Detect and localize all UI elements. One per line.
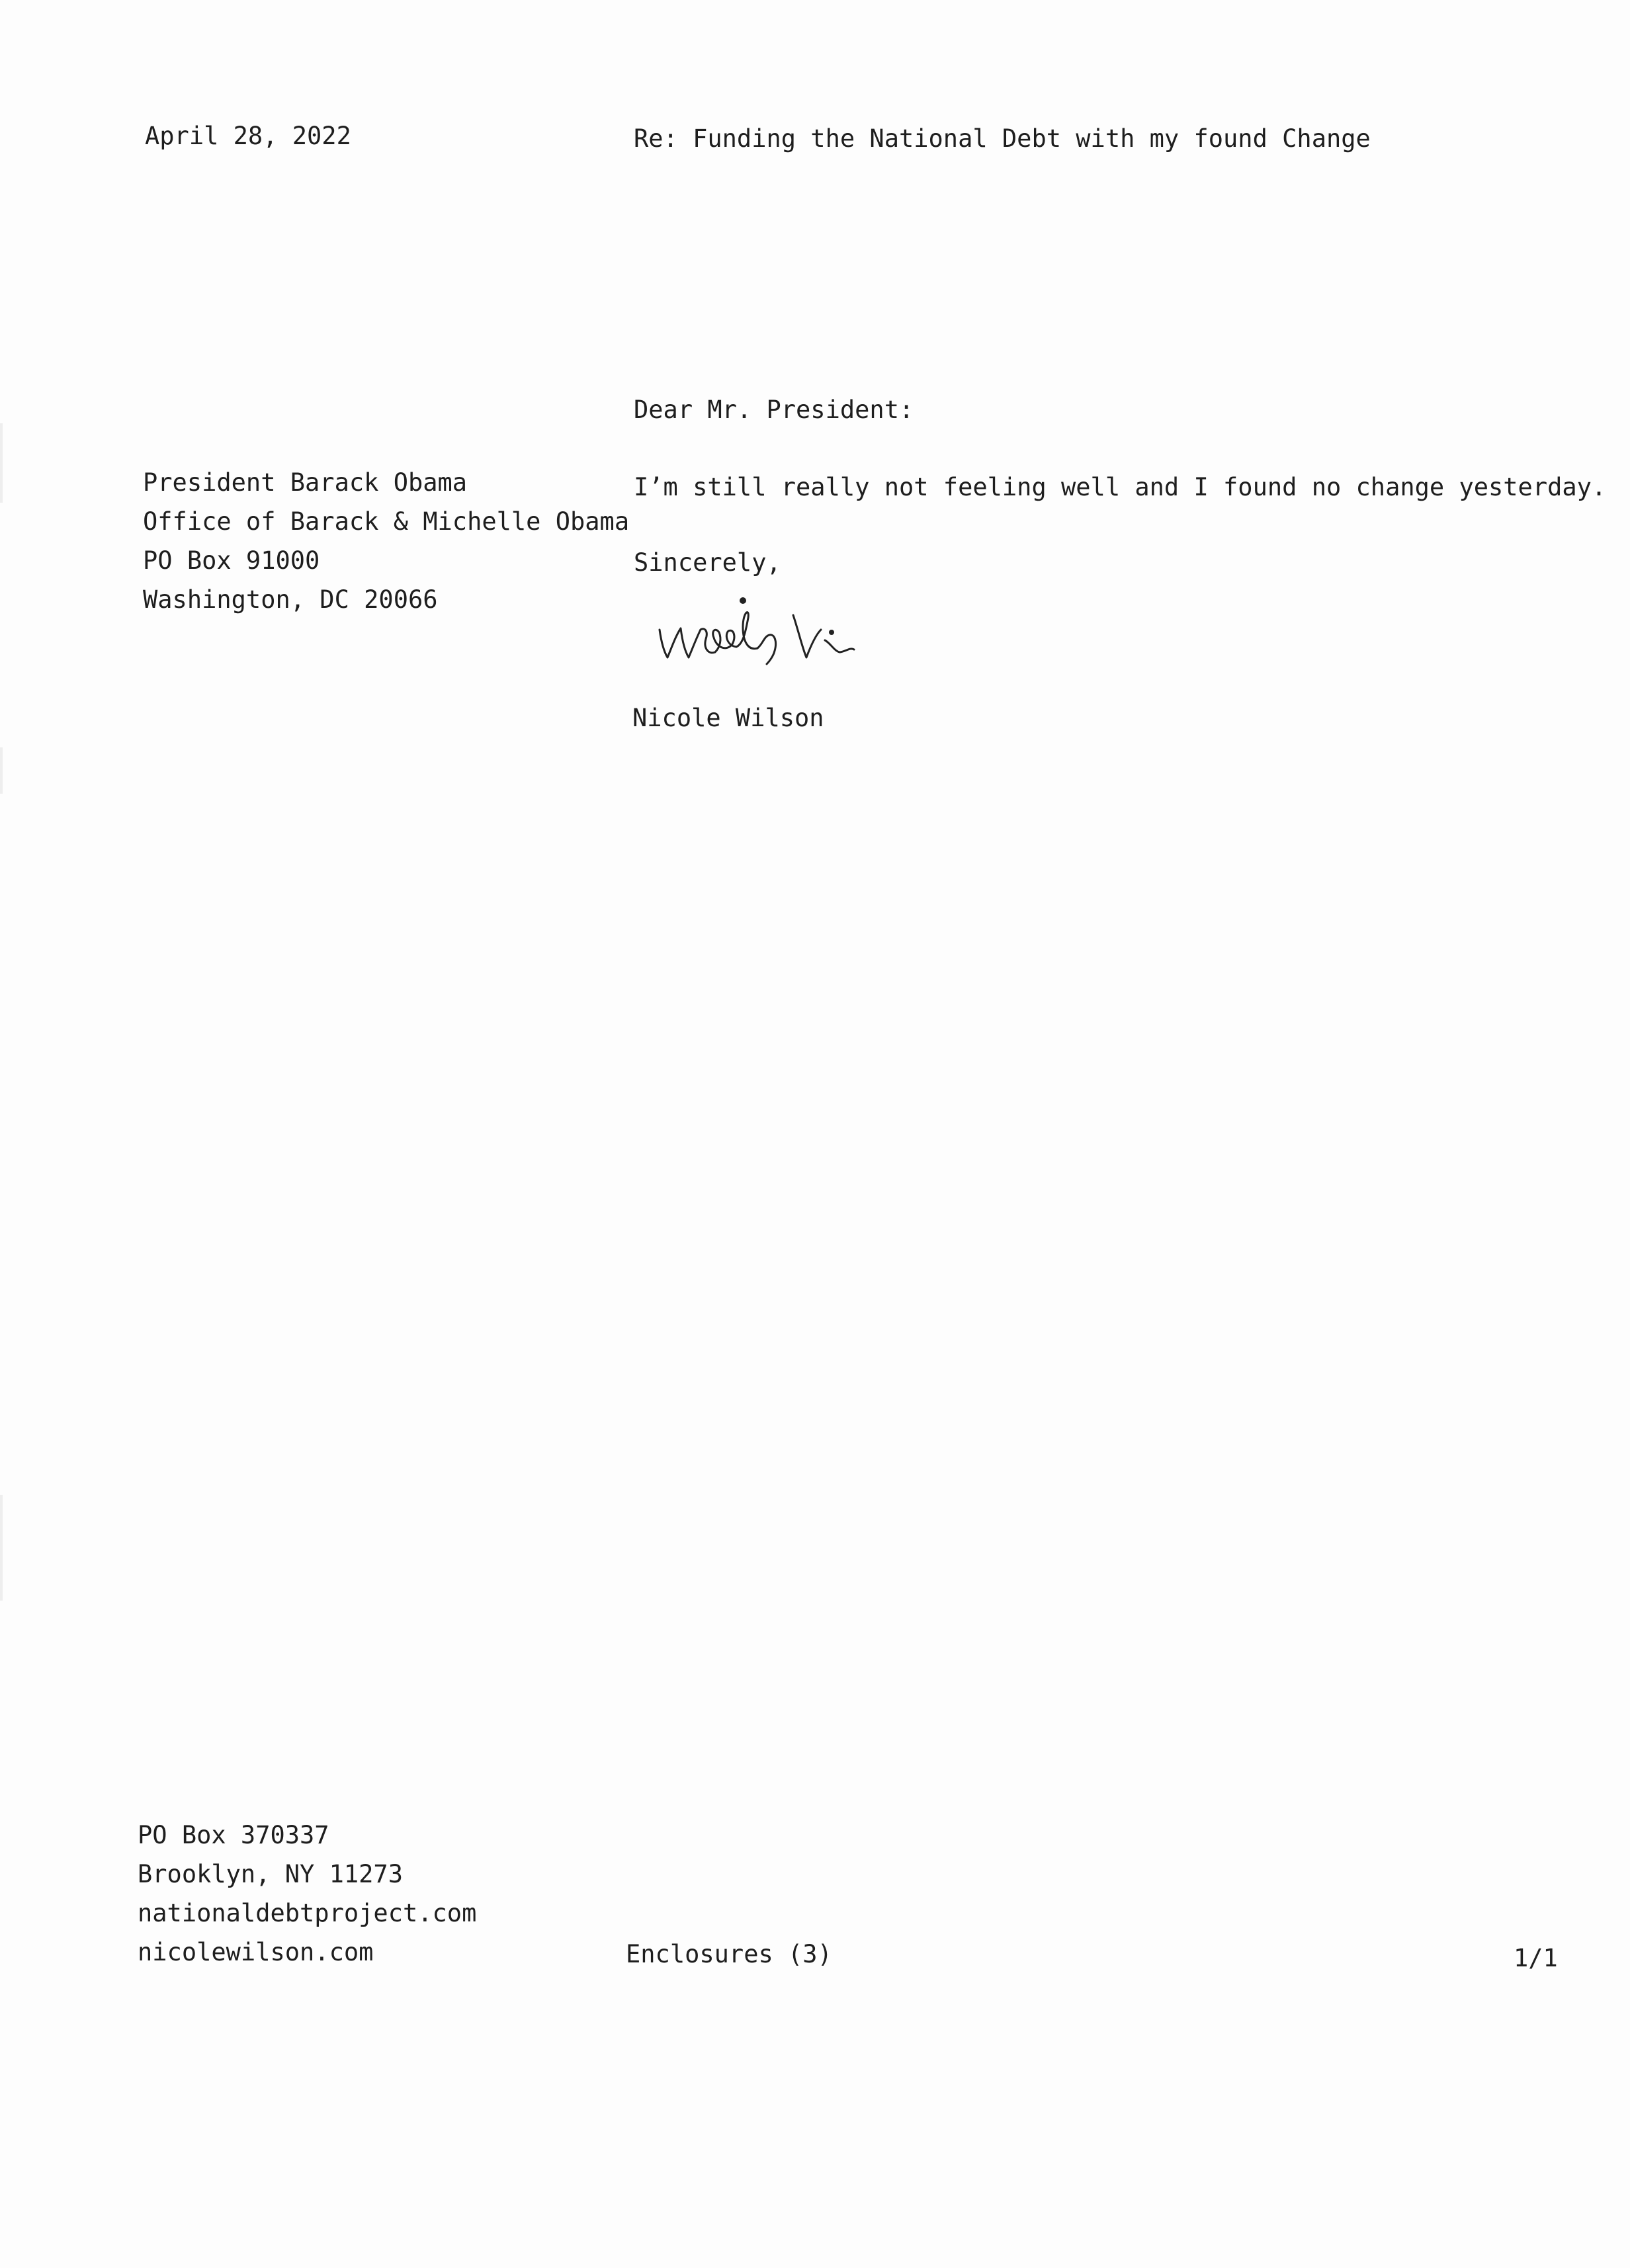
handwritten-signature bbox=[652, 595, 996, 668]
scan-edge-mark bbox=[0, 1495, 3, 1601]
closing: Sincerely, bbox=[634, 548, 781, 577]
footer-website-link[interactable]: nationaldebtproject.com bbox=[138, 1899, 477, 1927]
letter-date: April 28, 2022 bbox=[145, 122, 351, 150]
page-number: 1/1 bbox=[1514, 1944, 1558, 1972]
footer-address-line: PO Box 370337 bbox=[138, 1821, 329, 1849]
scan-edge-mark bbox=[0, 423, 3, 503]
recipient-line: PO Box 91000 bbox=[143, 546, 320, 575]
subject-line: Re: Funding the National Debt with my found Change bbox=[634, 124, 1371, 153]
footer-address-line: Brooklyn, NY 11273 bbox=[138, 1860, 403, 1888]
salutation: Dear Mr. President: bbox=[634, 396, 914, 424]
scan-edge-mark bbox=[0, 747, 3, 794]
recipient-line: President Barack Obama bbox=[143, 468, 468, 497]
letter-body: I’m still really not feeling well and I found no change yesterday. bbox=[634, 473, 1607, 501]
footer-address bbox=[138, 1816, 476, 1972]
footer-website-link[interactable]: nicolewilson.com bbox=[138, 1938, 374, 1966]
enclosures-note: Enclosures (3) bbox=[626, 1940, 832, 1968]
recipient-line: Washington, DC 20066 bbox=[143, 585, 438, 614]
sender-name: Nicole Wilson bbox=[632, 704, 824, 732]
recipient-line: Office of Barack & Michelle Obama bbox=[143, 507, 630, 536]
recipient-address bbox=[143, 463, 629, 619]
